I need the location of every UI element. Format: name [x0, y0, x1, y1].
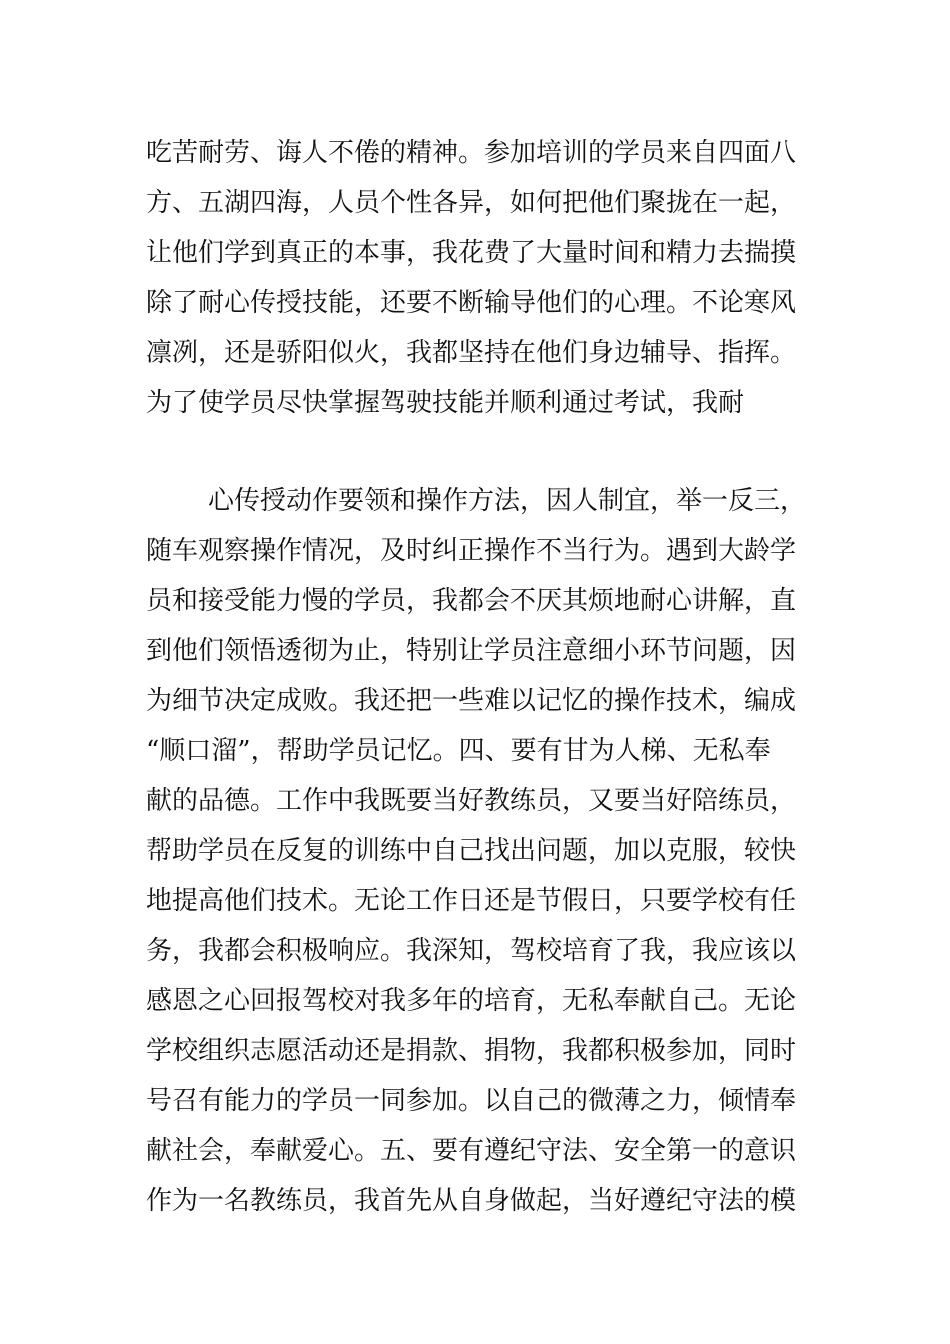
text-line: 随车观察操作情况，及时纠正操作不当行为。遇到大龄学	[146, 536, 797, 566]
text-line: 作为一名教练员，我首先从自身做起，当好遵纪守法的模	[146, 1186, 797, 1216]
text-line: 地提高他们技术。无论工作日还是节假日，只要学校有任	[146, 886, 797, 916]
text-line: 帮助学员在反复的训练中自己找出问题，加以克服，较快	[146, 836, 797, 866]
text-line: 献的品德。工作中我既要当好教练员，又要当好陪练员，	[146, 786, 797, 816]
text-line: 凛冽，还是骄阳似火，我都坚持在他们身边辅导、指挥。	[146, 338, 797, 368]
text-line: 方、五湖四海，人员个性各异，如何把他们聚拢在一起，	[146, 188, 797, 218]
text-line: 献社会，奉献爱心。五、要有遵纪守法、安全第一的意识	[146, 1136, 797, 1166]
text-line: 到他们领悟透彻为止，特别让学员注意细小环节问题，因	[146, 636, 797, 666]
text-line: 除了耐心传授技能，还要不断输导他们的心理。不论寒风	[146, 288, 797, 318]
paragraph-main	[146, 476, 816, 1226]
text-line: 为细节决定成败。我还把一些难以记忆的操作技术，编成	[146, 686, 797, 716]
text-line: 务，我都会积极响应。我深知，驾校培育了我，我应该以	[146, 936, 797, 966]
text-line: 心传授动作要领和操作方法，因人制宜，举一反三，	[208, 486, 807, 516]
text-line: 感恩之心回报驾校对我多年的培育，无私奉献自己。无论	[146, 986, 797, 1016]
text-line: 学校组织志愿活动还是捐款、捐物，我都积极参加，同时	[146, 1036, 797, 1066]
text-line: 号召有能力的学员一同参加。以自己的微薄之力，倾情奉	[146, 1086, 797, 1116]
text-line: 为了使学员尽快掌握驾驶技能并顺利通过考试，我耐	[146, 388, 745, 418]
text-line: 员和接受能力慢的学员，我都会不厌其烦地耐心讲解，直	[146, 586, 797, 616]
text-line: “顺口溜”，帮助学员记忆。四、要有甘为人梯、无私奉	[146, 736, 771, 766]
paragraph-continuation	[146, 128, 816, 428]
text-line: 吃苦耐劳、诲人不倦的精神。参加培训的学员来自四面八	[146, 138, 797, 168]
text-line: 让他们学到真正的本事，我花费了大量时间和精力去揣摸	[146, 238, 797, 268]
